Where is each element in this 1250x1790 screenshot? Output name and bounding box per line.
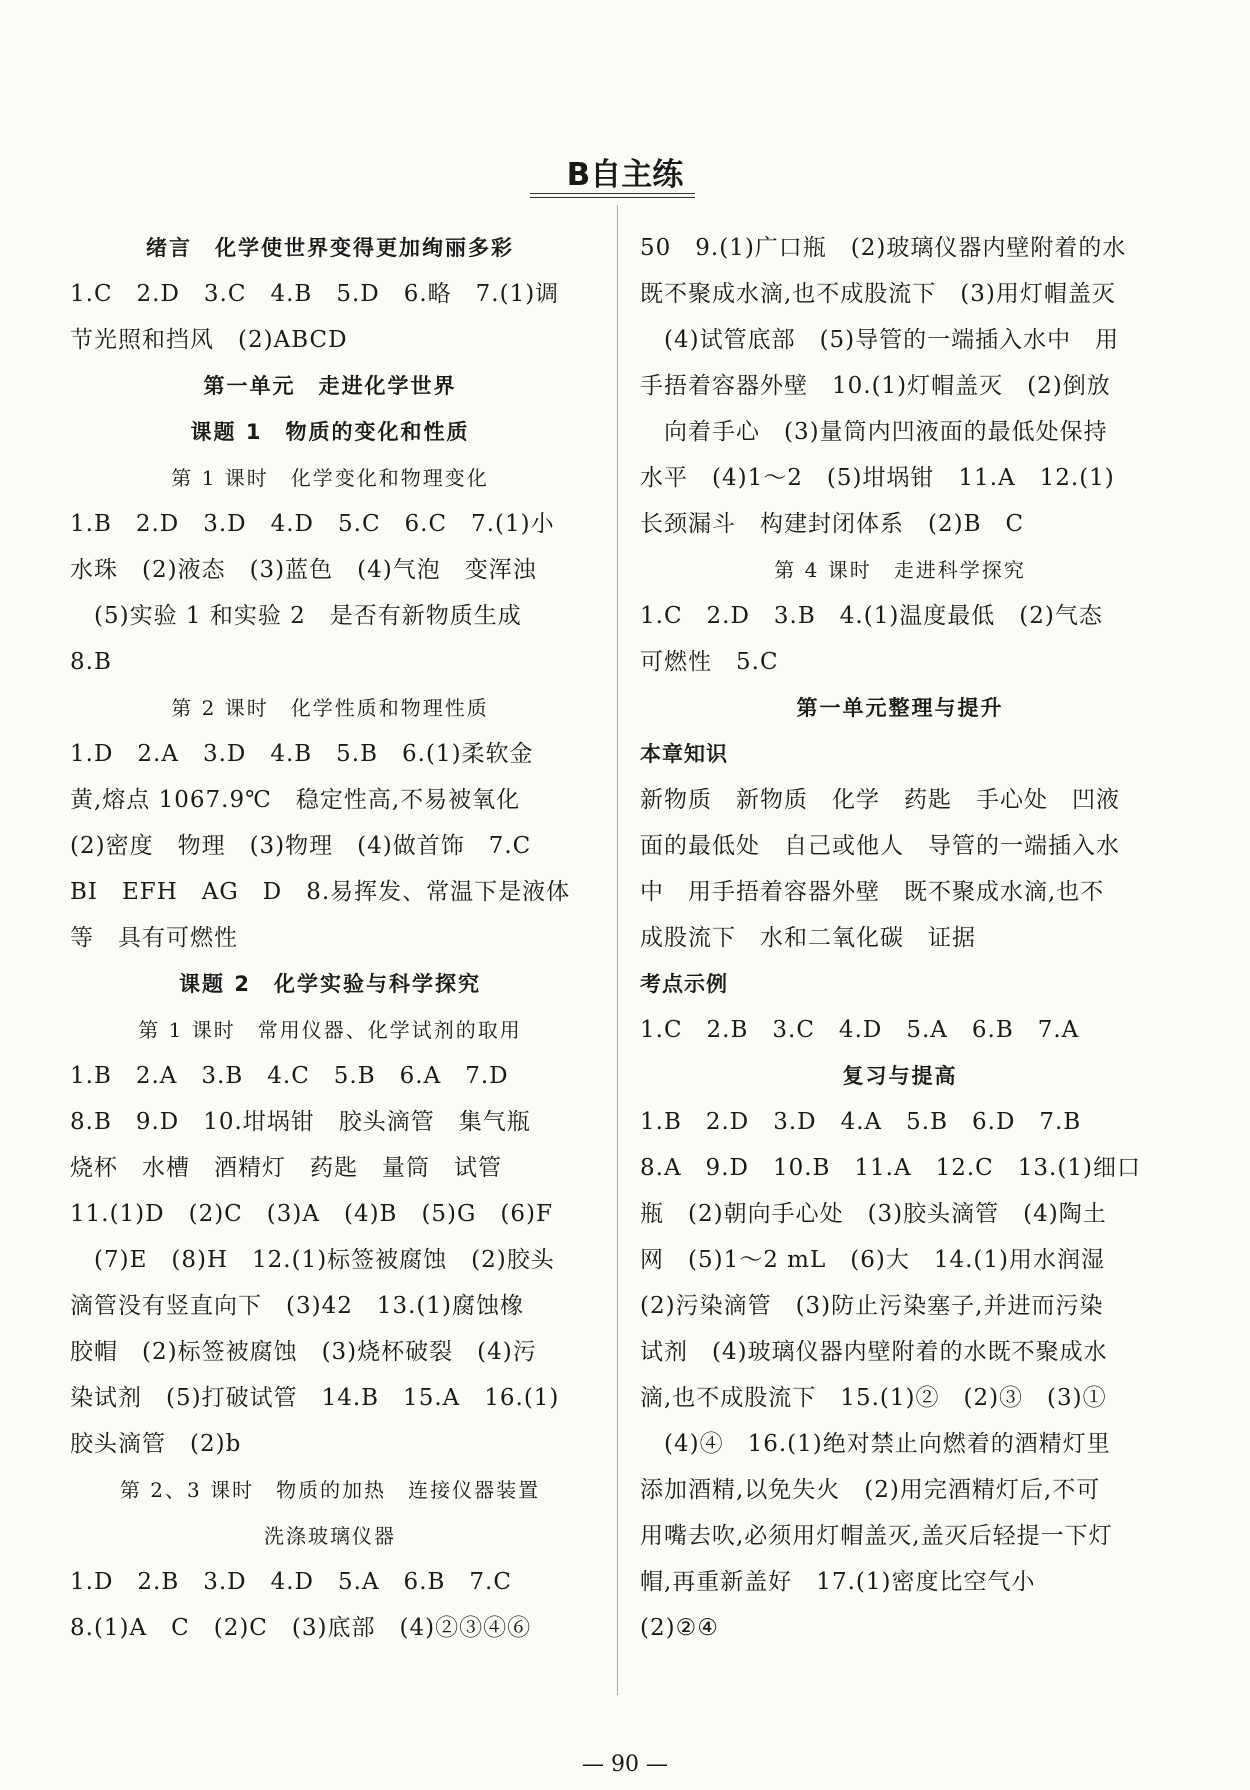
answer-line: 向着手心 (3)量筒内凹液面的最低处保持: [640, 419, 1108, 445]
answer-line: 1.B 2.A 3.B 4.C 5.B 6.A 7.D: [70, 1063, 509, 1089]
answer-line: 8.(1)A C (2)C (3)底部 (4)②③④⑥: [70, 1615, 532, 1641]
lesson-heading: 第 4 课时 走进科学探究: [774, 558, 1026, 582]
section-heading: 第一单元 走进化学世界: [203, 374, 457, 398]
answer-line: 长颈漏斗 构建封闭体系 (2)B C: [640, 511, 1025, 537]
answer-line: 中 用手捂着容器外壁 既不聚成水滴,也不: [640, 879, 1105, 905]
answer-line: 黄,熔点 1067.9℃ 稳定性高,不易被氧化: [70, 787, 521, 813]
answer-line: 8.B 9.D 10.坩埚钳 胶头滴管 集气瓶: [70, 1109, 531, 1135]
answer-line: 1.C 2.D 3.B 4.(1)温度最低 (2)气态: [640, 603, 1103, 629]
answer-line: 瓶 (2)朝向手心处 (3)胶头滴管 (4)陶土: [640, 1201, 1107, 1227]
page-title: B自主练: [566, 157, 684, 193]
answer-line: 滴,也不成股流下 15.(1)② (2)③ (3)①: [640, 1385, 1107, 1411]
answer-line: 烧杯 水槽 酒精灯 药匙 量筒 试管: [70, 1155, 502, 1181]
answer-line: 用嘴去吹,必须用灯帽盖灭,盖灭后轻提一下灯: [640, 1523, 1113, 1549]
answer-line: 成股流下 水和二氧化碳 证据: [640, 925, 976, 951]
answer-line: 11.(1)D (2)C (3)A (4)B (5)G (6)F: [70, 1201, 553, 1227]
answer-line: 50 9.(1)广口瓶 (2)玻璃仪器内壁附着的水: [640, 235, 1127, 261]
answer-line: 水珠 (2)液态 (3)蓝色 (4)气泡 变浑浊: [70, 557, 537, 583]
answer-line: 手捂着容器外壁 10.(1)灯帽盖灭 (2)倒放: [640, 373, 1111, 399]
answer-line: 可燃性 5.C: [640, 649, 779, 675]
left-column: [70, 225, 590, 1651]
answer-line: 1.B 2.D 3.D 4.A 5.B 6.D 7.B: [640, 1109, 1082, 1135]
answer-line: (4)④ 16.(1)绝对禁止向燃着的酒精灯里: [640, 1431, 1111, 1457]
answer-line: 8.B: [70, 649, 112, 675]
answer-line: (2)污染滴管 (3)防止污染塞子,并进而污染: [640, 1293, 1104, 1319]
answer-line: 节光照和挡风 (2)ABCD: [70, 327, 348, 353]
answer-line: 1.D 2.B 3.D 4.D 5.A 6.B 7.C: [70, 1569, 512, 1595]
answer-line: 染试剂 (5)打破试管 14.B 15.A 16.(1): [70, 1385, 560, 1411]
answer-line: 滴管没有竖直向下 (3)42 13.(1)腐蚀橡: [70, 1293, 525, 1319]
section-heading: 绪言 化学使世界变得更加绚丽多彩: [146, 236, 514, 260]
answer-line: 等 具有可燃性: [70, 925, 238, 951]
answer-line: BI EFH AG D 8.易挥发、常温下是液体: [70, 879, 571, 905]
answer-line: 添加酒精,以免失火 (2)用完酒精灯后,不可: [640, 1477, 1101, 1503]
answer-line: 胶头滴管 (2)b: [70, 1431, 242, 1457]
answer-line: 网 (5)1～2 mL (6)大 14.(1)用水润湿: [640, 1247, 1105, 1273]
answer-line: 试剂 (4)玻璃仪器内壁附着的水既不聚成水: [640, 1339, 1108, 1365]
lesson-heading: 第 2 课时 化学性质和物理性质: [171, 696, 489, 720]
answer-line: 水平 (4)1～2 (5)坩埚钳 11.A 12.(1): [640, 465, 1115, 491]
column-divider: [617, 205, 618, 1695]
answer-line: 新物质 新物质 化学 药匙 手心处 凹液: [640, 787, 1120, 813]
title-underline: [530, 193, 695, 194]
answer-line: (5)实验 1 和实验 2 是否有新物质生成: [70, 603, 522, 629]
answer-line: (2)②④: [640, 1615, 719, 1641]
answer-line: 1.D 2.A 3.D 4.B 5.B 6.(1)柔软金: [70, 741, 534, 767]
title-underline-double: [530, 197, 695, 198]
section-heading: 课题 2 化学实验与科学探究: [179, 972, 481, 996]
answer-line: 1.C 2.D 3.C 4.B 5.D 6.略 7.(1)调: [70, 281, 560, 307]
section-heading: 第一单元整理与提升: [796, 696, 1004, 720]
answer-line: 1.C 2.B 3.C 4.D 5.A 6.B 7.A: [640, 1017, 1080, 1043]
answer-line: (2)密度 物理 (3)物理 (4)做首饰 7.C: [70, 833, 532, 859]
subsection-label: 本章知识: [640, 742, 728, 766]
lesson-heading: 第 1 课时 化学变化和物理变化: [171, 466, 489, 490]
answer-line: 1.B 2.D 3.D 4.D 5.C 6.C 7.(1)小: [70, 511, 555, 537]
page-number: — 90 —: [582, 1752, 668, 1777]
lesson-heading: 洗涤玻璃仪器: [264, 1524, 396, 1548]
section-heading: 复习与提高: [842, 1064, 958, 1088]
answer-line: (4)试管底部 (5)导管的一端插入水中 用: [640, 327, 1120, 353]
lesson-heading: 第 2、3 课时 物质的加热 连接仪器装置: [119, 1478, 541, 1502]
section-heading: 课题 1 物质的变化和性质: [190, 420, 470, 444]
answer-line: 既不聚成水滴,也不成股流下 (3)用灯帽盖灭: [640, 281, 1116, 307]
answer-line: 8.A 9.D 10.B 11.A 12.C 13.(1)细口: [640, 1155, 1141, 1181]
right-column: [640, 225, 1160, 1651]
lesson-heading: 第 1 课时 常用仪器、化学试剂的取用: [138, 1018, 522, 1042]
answer-line: (7)E (8)H 12.(1)标签被腐蚀 (2)胶头: [70, 1247, 555, 1273]
answer-line: 胶帽 (2)标签被腐蚀 (3)烧杯破裂 (4)污: [70, 1339, 537, 1365]
answer-line: 帽,再重新盖好 17.(1)密度比空气小: [640, 1569, 1036, 1595]
subsection-label: 考点示例: [640, 972, 728, 996]
answer-line: 面的最低处 自己或他人 导管的一端插入水: [640, 833, 1120, 859]
